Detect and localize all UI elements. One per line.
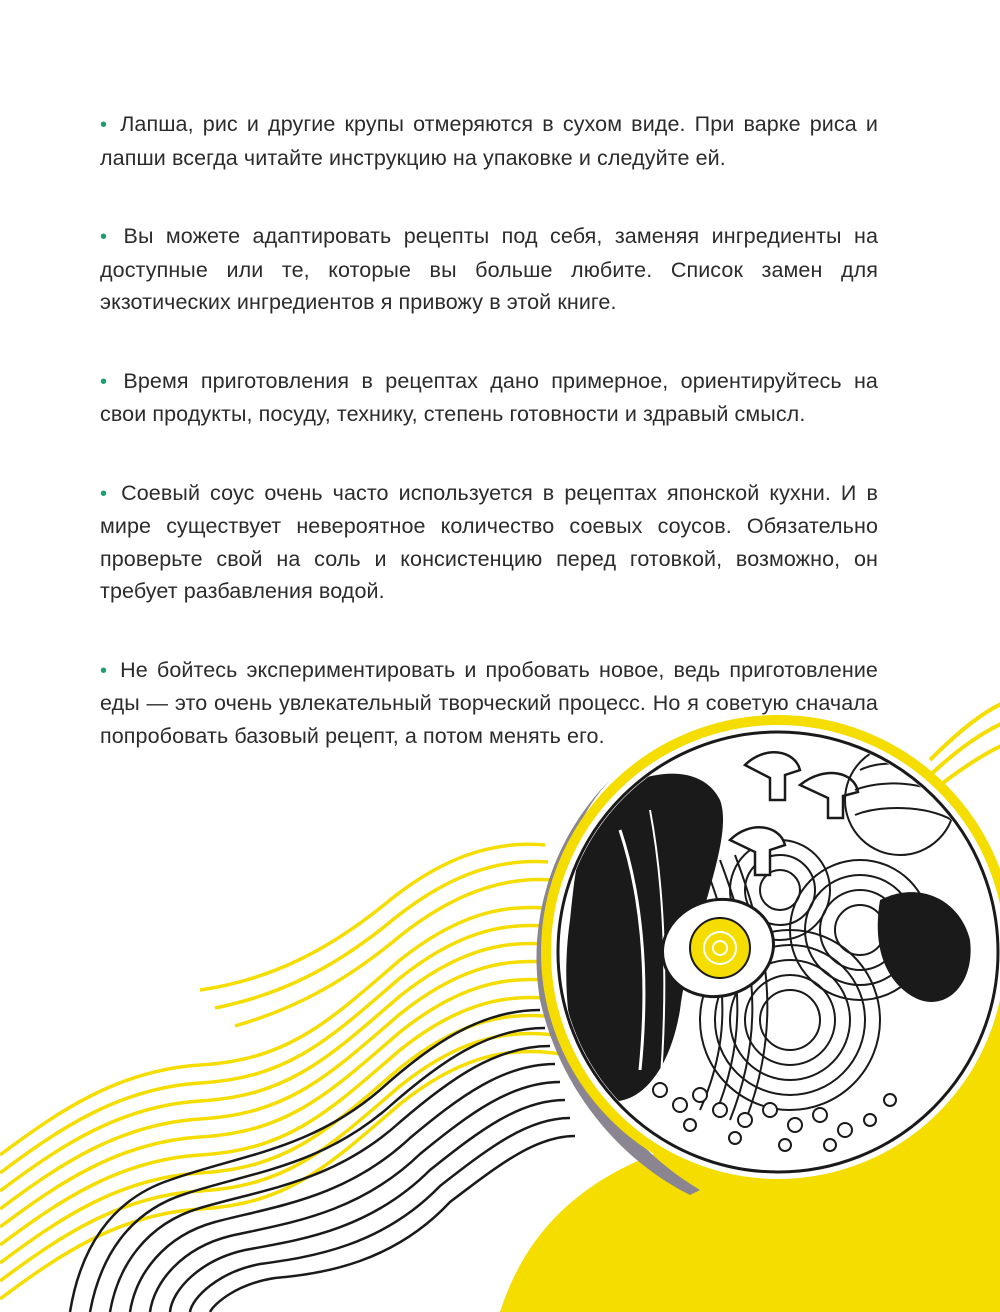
tip-item bbox=[100, 108, 878, 174]
bullet-icon: • bbox=[100, 226, 108, 248]
tip-text: Вы можете адаптировать рецепты под себя, заменяя ингредиенты на доступные или те, которые вы больше любите. Список замен для экзотических ингредиентов я привожу в этой книге. bbox=[100, 224, 879, 314]
tip-text: Лапша, рис и другие крупы отмеряются в сухом виде. При варке риса и лапши всегда читайте инструкцию на упаковке и следуйте ей. bbox=[100, 112, 879, 170]
tip-item bbox=[100, 654, 878, 753]
bullet-icon: • bbox=[100, 114, 108, 136]
tip-item bbox=[100, 220, 878, 319]
tip-text: Соевый соус очень часто используется в рецептах японской кухни. И в мире существует невероятное количество соевых соусов. Обязательно проверьте свой на соль и консистенцию перед готовкой, возможно, он требует разбавления водой. bbox=[100, 480, 878, 603]
tip-item bbox=[100, 477, 878, 608]
tips-list bbox=[100, 108, 878, 798]
tip-text: Время приготовления в рецептах дано примерное, ориентируйтесь на свои продукты, посуду, технику, степень готовности и здравый смысл. bbox=[100, 368, 878, 426]
black-line-waves bbox=[70, 1010, 575, 1312]
bullet-icon: • bbox=[100, 482, 108, 505]
tip-item bbox=[100, 365, 878, 431]
bullet-icon: • bbox=[100, 659, 108, 682]
tip-text: Не бойтесь экспериментировать и пробовать новое, ведь приготовление еды — это очень увлекательный творческий процесс. Но я советую сначала попробовать базовый рецепт, а потом менять его. bbox=[100, 657, 878, 748]
bullet-icon: • bbox=[100, 370, 108, 393]
yellow-line-waves-left bbox=[0, 844, 560, 1299]
